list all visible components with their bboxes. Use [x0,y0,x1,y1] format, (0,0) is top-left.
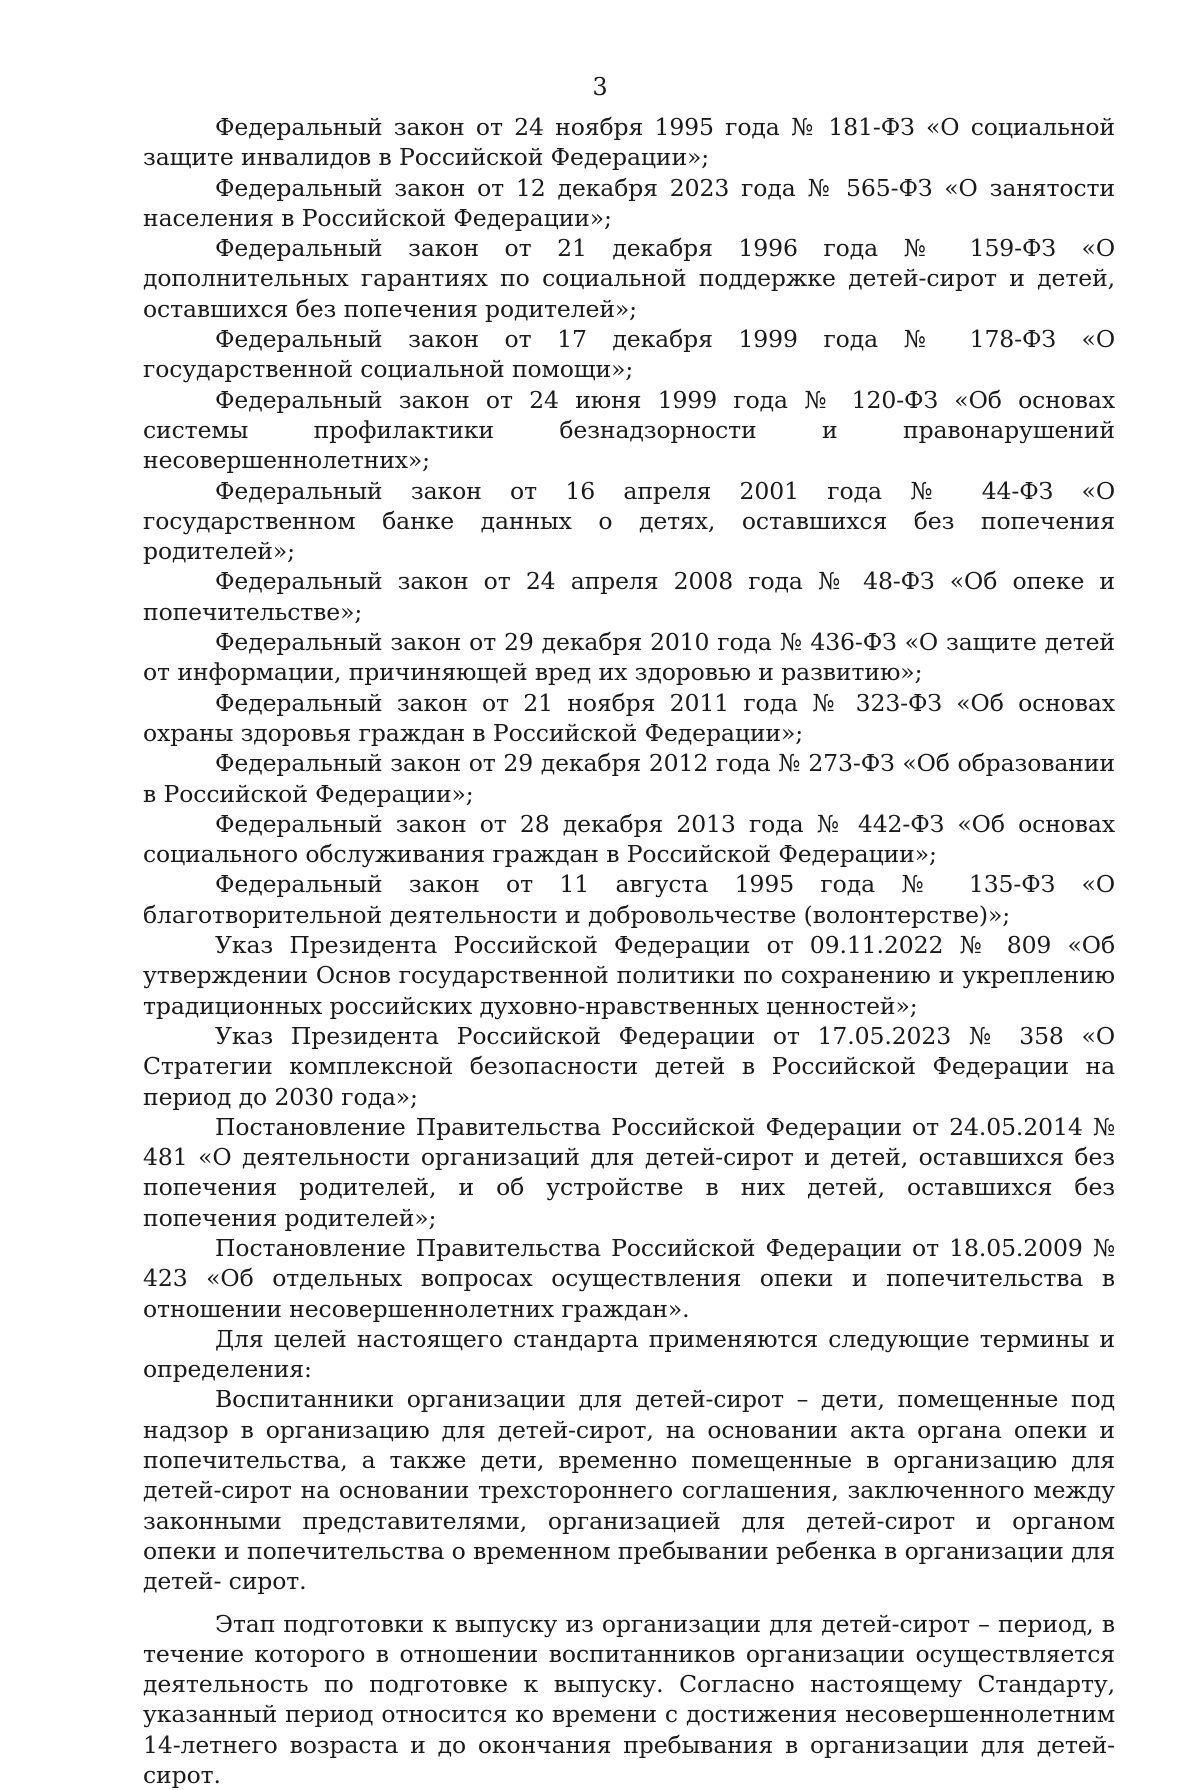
definition-paragraph: Этап подготовки к выпуску из организации для детей-сирот – период, в течение которого в отношении воспитанников организации осуществляется деятельность по подготовке к выпуску. Согласно настоящему Стандарту, указанный период относится ко времени с достижения несовершеннолетним 14-летнего возраста и до окончания пребывания в организации для детей-сирот. [143,1609,1115,1790]
paragraph: Федеральный закон от 29 декабря 2012 года № 273-ФЗ «Об образовании в Российской Федерации»; [143,749,1115,808]
paragraph: Федеральный закон от 21 декабря 1996 года № 159-ФЗ «О дополнительных гарантиях по социальной поддержке детей-сирот и детей, оставшихся без попечения родителей»; [143,234,1115,323]
paragraph: Федеральный закон от 29 декабря 2010 года № 436-ФЗ «О защите детей от информации, причиняющей вред их здоровью и развитию»; [143,628,1115,687]
page-number: 3 [592,73,608,101]
paragraph: Федеральный закон от 11 августа 1995 года № 135-ФЗ «О благотворительной деятельности и добровольчестве (волонтерстве)»; [143,870,1115,929]
paragraph: Для целей настоящего стандарта применяются следующие термины и определения: [143,1324,1115,1384]
paragraph: Федеральный закон от 28 декабря 2013 года № 442-ФЗ «Об основах социального обслуживания граждан в Российской Федерации»; [143,809,1115,869]
paragraph: Федеральный закон от 12 декабря 2023 года № 565-ФЗ «О занятости населения в Российской Федерации»; [143,173,1115,232]
paragraph: Указ Президента Российской Федерации от 09.11.2022 № 809 «Об утверждении Основ государственной политики по сохранению и укреплению традиционных российских духовно-нравственных ценностей»; [143,931,1115,1020]
paragraph: Постановление Правительства Российской Федерации от 24.05.2014 № 481 «О деятельности организаций для детей-сирот и детей, оставшихся без попечения родителей, и об устройстве в них детей, оставшихся без попечения родителей»; [143,1112,1115,1232]
definition-paragraph: Воспитанники организации для детей-сирот – дети, помещенные под надзор в организацию для детей-сирот, на основании акта органа опеки и попечительства, а также дети, временно помещенные в организацию для детей-сирот на основании трехстороннего соглашения, заключенного между законными представителями, организацией для детей-сирот и органом опеки и попечительства о временном пребывании ребенка в организации для детей- сирот. [143,1385,1115,1596]
paragraph: Федеральный закон от 24 июня 1999 года № 120-ФЗ «Об основах системы профилактики безнадзорности и правонарушений несовершеннолетних»; [143,385,1115,475]
paragraph: Федеральный закон от 24 апреля 2008 года № 48-ФЗ «Об опеке и попечительстве»; [143,567,1115,626]
paragraph: Постановление Правительства Российской Федерации от 18.05.2009 № 423 «Об отдельных вопросах осуществления опеки и попечительства в отношении несовершеннолетних граждан». [143,1233,1115,1323]
paragraph: Федеральный закон от 16 апреля 2001 года № 44-ФЗ «О государственном банке данных о детях, оставшихся без попечения родителей»; [143,476,1115,566]
paragraph: Федеральный закон от 21 ноября 2011 года № 323-ФЗ «Об основах охраны здоровья граждан в Российской Федерации»; [143,688,1115,747]
paragraph: Федеральный закон от 24 ноября 1995 года № 181-ФЗ «О социальной защите инвалидов в Российской Федерации»; [143,113,1115,172]
paragraph: Федеральный закон от 17 декабря 1999 года № 178-ФЗ «О государственной социальной помощи»; [143,325,1115,384]
paragraph: Указ Президента Российской Федерации от 17.05.2023 № 358 «О Стратегии комплексной безопасности детей в Российской Федерации на период до 2030 года»; [143,1021,1115,1111]
document-body [143,112,1115,1790]
